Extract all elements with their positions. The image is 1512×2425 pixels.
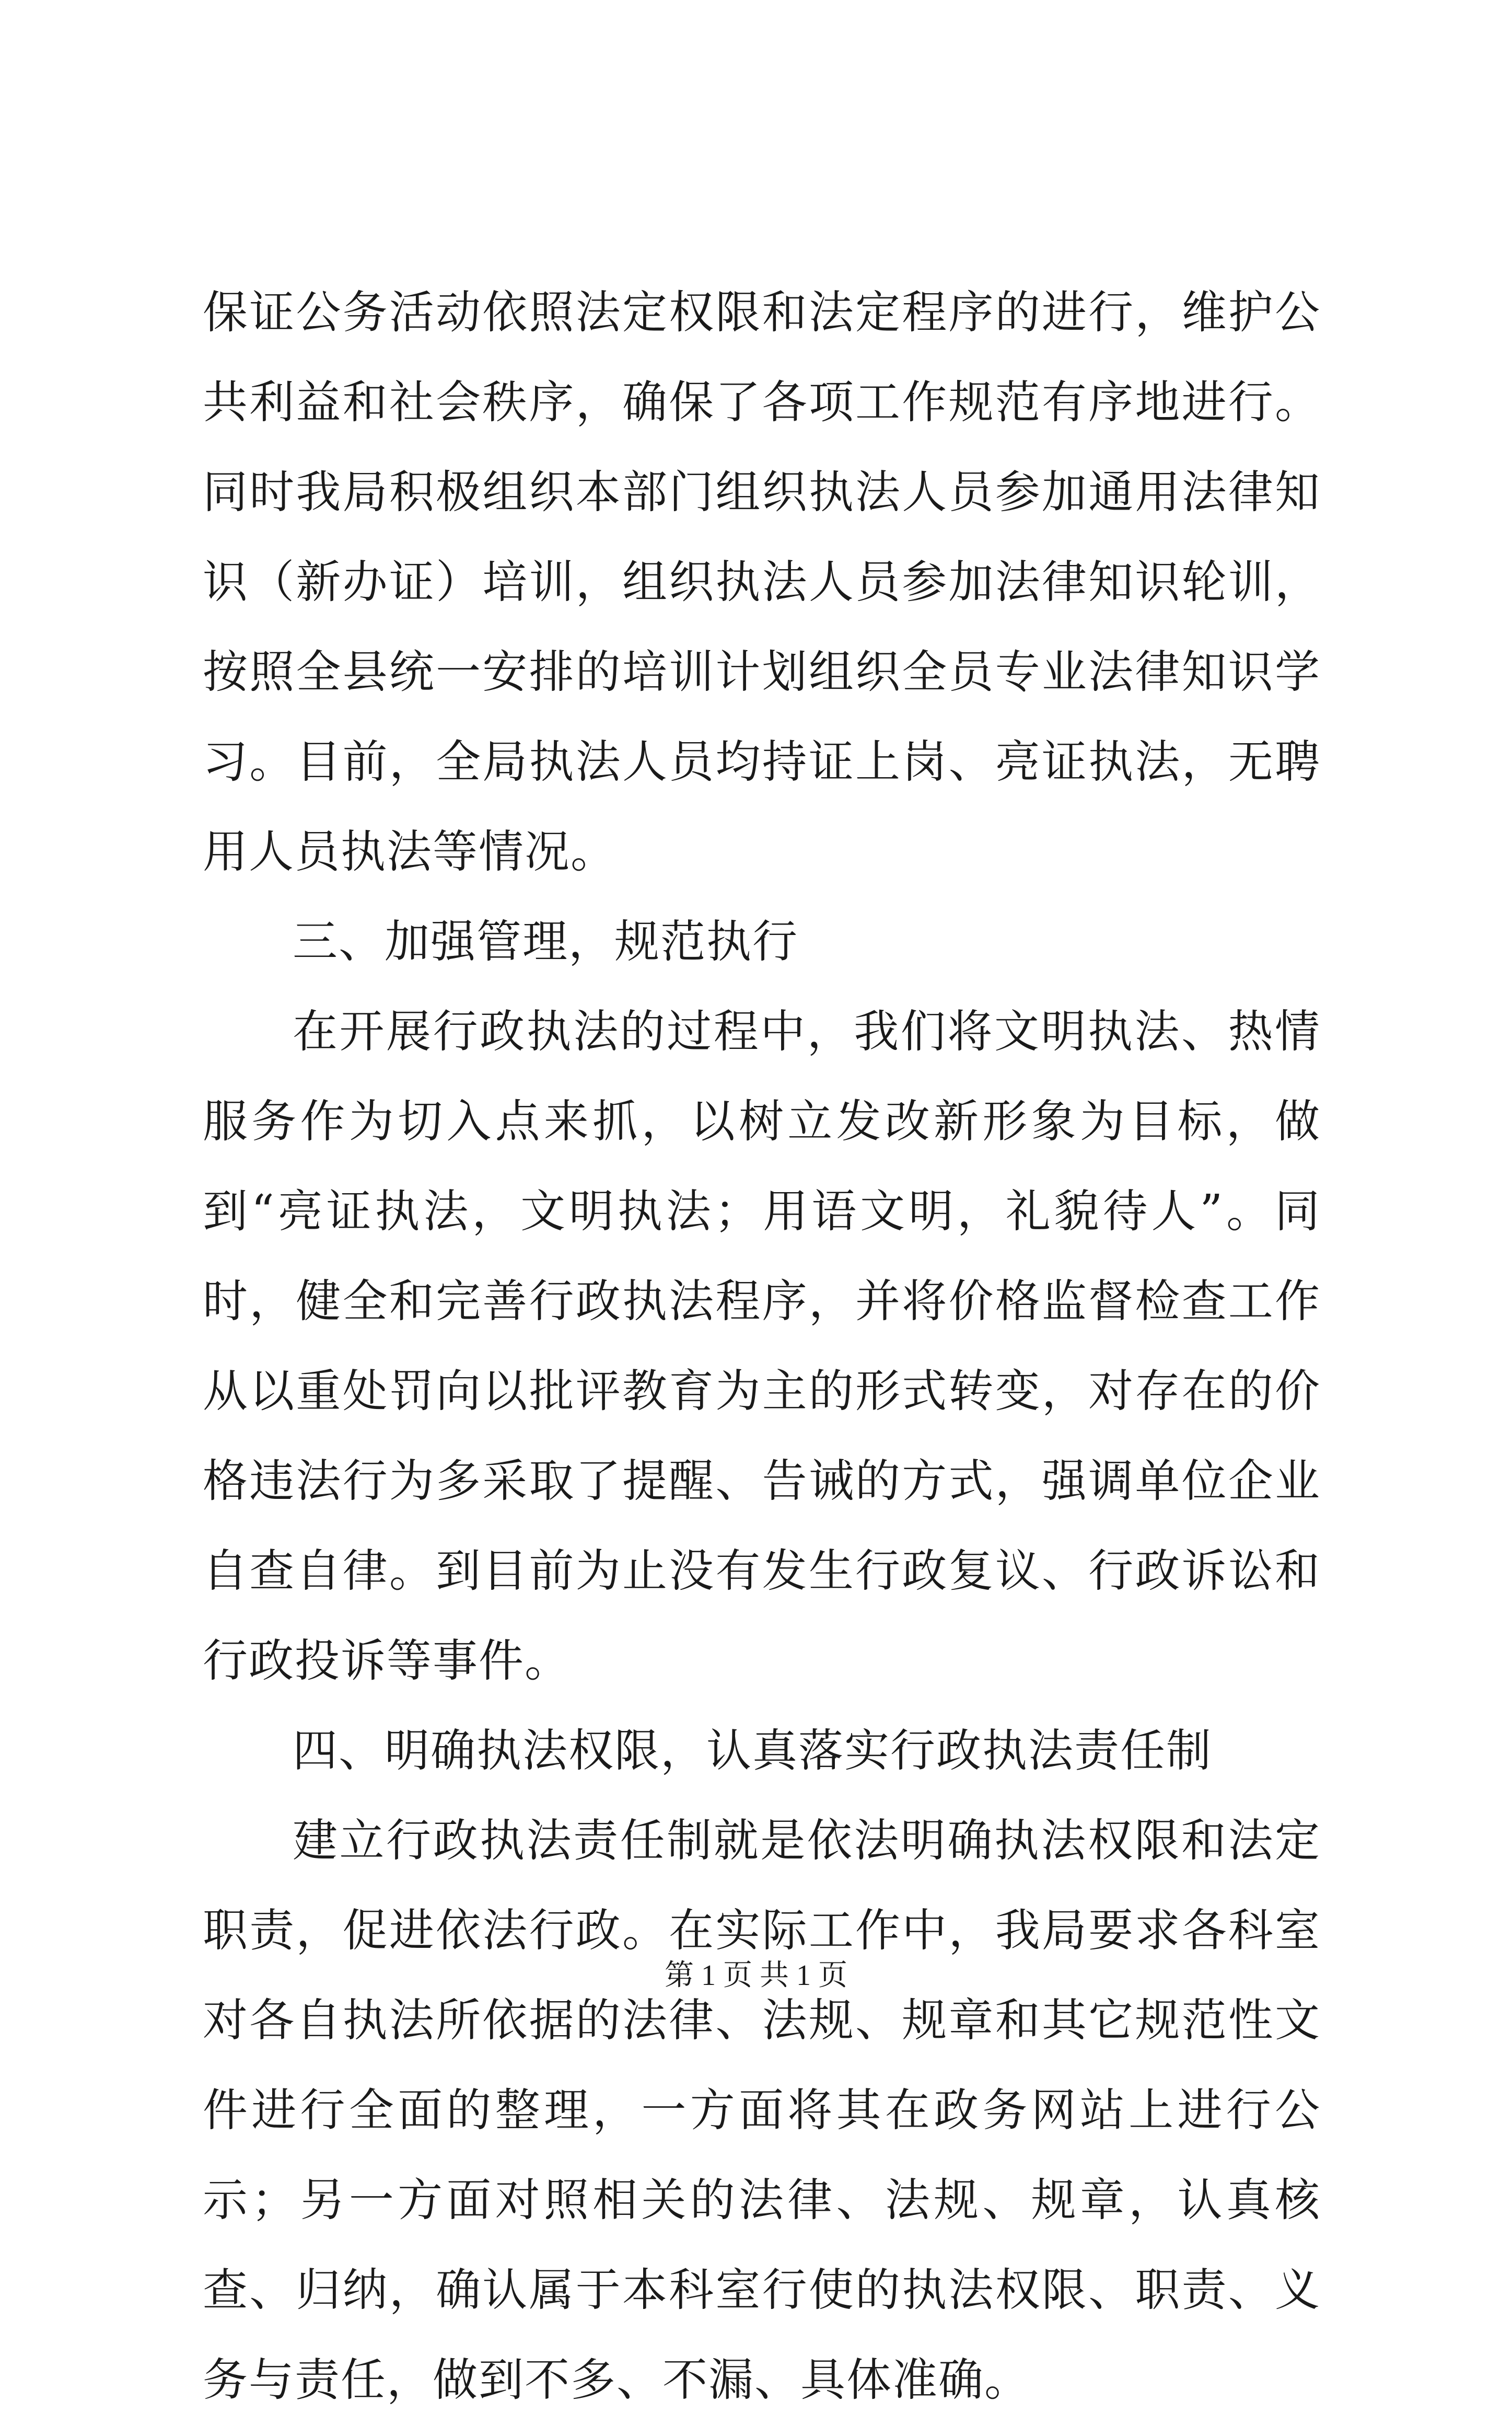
section-heading-3: 三、加强管理，规范执行 — [293, 916, 798, 968]
paragraph-section-3: 在开展行政执法的过程中，我们将文明执法、热情服务作为切入点来抓，以树立发改新形象为目标，做到“亮证执法，文明执法；用语文明，礼貌待人”。同时，健全和完善行政执法程序，并将价格监督检查工作从以重处罚向以批评教育为主的形式转变，对存在的价格违法行为多采取了提醒、告诫的方式，强调单位企业自查自律。到目前为止没有发生行政复议、行政诉讼和行政投诉等事件。 — [203, 1006, 1321, 1687]
paragraph-section-4: 建立行政执法责任制就是依法明确执法权限和法定职责，促进依法行政。在实际工作中，我局要求各科室对各自执法所依据的法律、法规、规章和其它规范性文件进行全面的整理，一方面将其在政务网站上进行公示；另一方面对照相关的法律、法规、规章，认真核查、归纳，确认属于本科室行使的执法权限、职责、义务与责任，做到不多、不漏、具体准确。 — [203, 1815, 1321, 2406]
section-heading-4: 四、明确执法权限，认真落实行政执法责任制 — [293, 1725, 1212, 1777]
page-footer: 第 1 页 共 1 页 — [665, 1959, 847, 1992]
document-body — [203, 268, 1321, 2425]
paragraph-continued: 保证公务活动依照法定权限和法定程序的进行，维护公共利益和社会秩序，确保了各项工作规范有序地进行。同时我局积极组织本部门组织执法人员参加通用法律知识（新办证）培训，组织执法人员参加法律知识轮训，按照全县统一安排的培训计划组织全员专业法律知识学习。目前，全局执法人员均持证上岗、亮证执法，无聘用人员执法等情况。 — [203, 286, 1321, 878]
